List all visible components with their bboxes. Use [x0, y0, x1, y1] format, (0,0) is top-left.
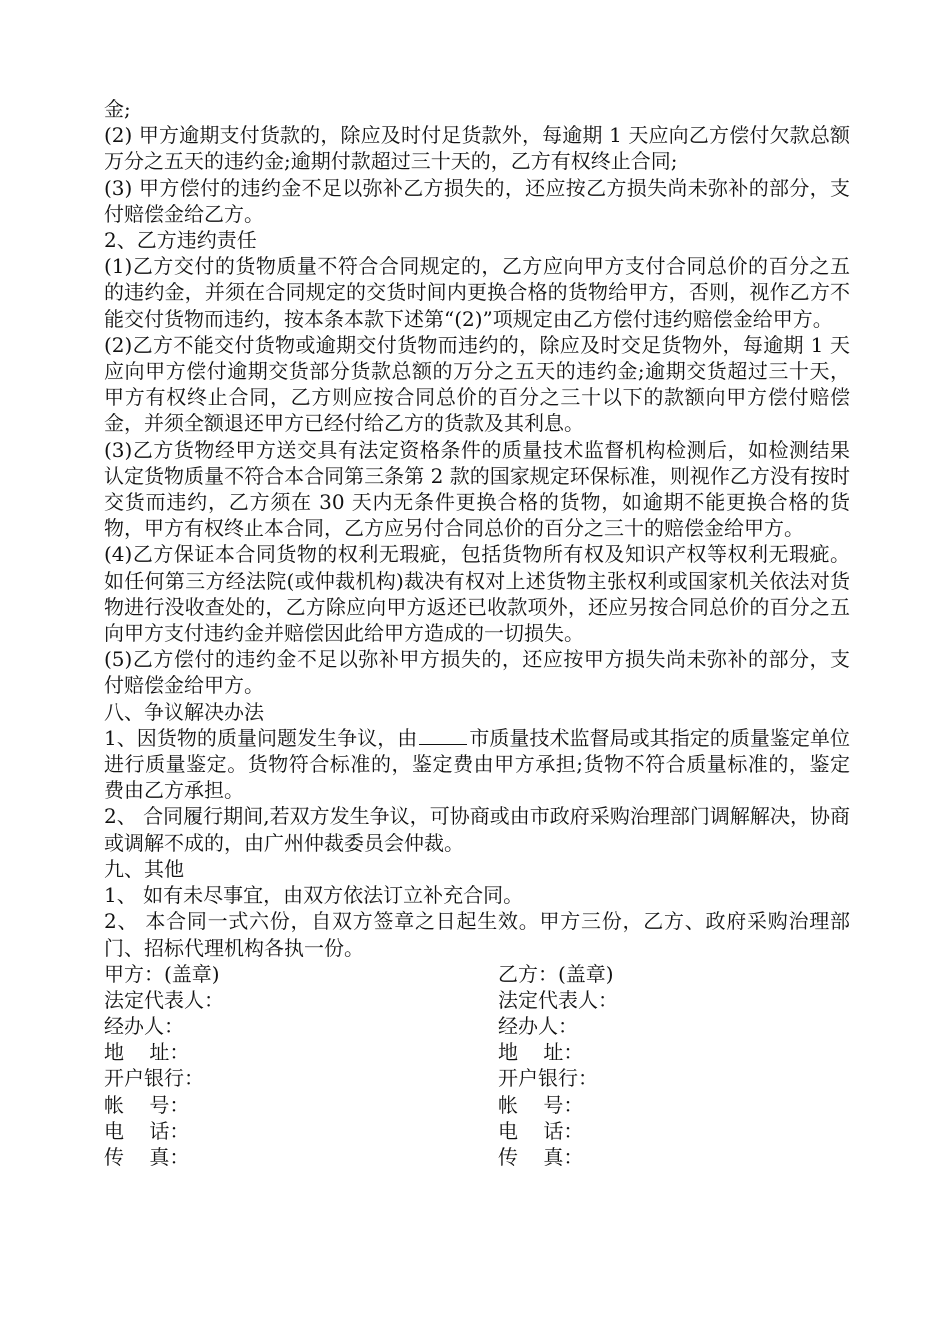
party-b-phone: 电 话：	[498, 1118, 584, 1143]
clause-seller-late-delivery: (2)乙方不能交付货物或逾期交付货物而违约的，除应及时交足货物外，每逾期 1 天应向甲方偿付逾期交货部分货款总额的万分之五天的违约金;逾期交货超过三十天，甲方有权终止合同，乙方则应按合同总价的百分之三十以下的款额向甲方偿付赔偿金，并须全额退还甲方已经付给乙方的货款及其利息。	[104, 332, 850, 436]
clause-other-supplement: 1、 如有未尽事宜，由双方依法订立补充合同。	[104, 883, 524, 908]
section-other: 九、其他	[104, 856, 184, 881]
signature-row-bank	[104, 1065, 850, 1091]
party-a-phone: 电 话：	[104, 1118, 190, 1143]
clause-buyer-compensation: (3) 甲方偿付的违约金不足以弥补乙方损失的，还应按乙方损失尚未弥补的部分，支付赔偿金给乙方。	[104, 175, 850, 226]
dispute-text-after: 市质量技术监督局或其指定的质量鉴定单位进行质量鉴定。货物符合标准的，鉴定费由甲方承担;货物不符合质量标准的，鉴定费由乙方承担。	[104, 725, 850, 803]
party-a-representative: 法定代表人：	[104, 987, 224, 1012]
signature-row-handler	[104, 1013, 850, 1039]
party-b-fax: 传 真：	[498, 1145, 584, 1170]
signature-block	[104, 961, 850, 1171]
clause-other-copies: 2、 本合同一式六份，自双方签章之日起生效。甲方三份，乙方、政府采购治理部门、招标代理机构各执一份。	[104, 909, 850, 960]
clause-dispute-arbitration: 2、 合同履行期间,若双方发生争议，可协商或由市政府采购治理部门调解解决，协商或调解不成的，由广州仲裁委员会仲裁。	[104, 804, 850, 855]
party-a-bank: 开户银行：	[104, 1066, 204, 1091]
signature-row-account	[104, 1092, 850, 1118]
clause-buyer-late-payment: (2) 甲方逾期支付货款的，除应及时付足货款外，每逾期 1 天应向乙方偿付欠款总额万分之五天的违约金;逾期付款超过三十天的，乙方有权终止合同;	[104, 123, 850, 174]
clause-seller-quality: (1)乙方交付的货物质量不符合合同规定的，乙方应向甲方支付合同总价的百分之五的违约金，并须在合同规定的交货时间内更换合格的货物给甲方，否则，视作乙方不能交付货物而违约，按本条本款下述第“(2)”项规定由乙方偿付违约赔偿金给甲方。	[104, 254, 850, 331]
party-b-address: 地 址：	[498, 1040, 584, 1065]
signature-row-representative	[104, 987, 850, 1013]
party-a-fax: 传 真：	[104, 1145, 190, 1170]
party-b-representative: 法定代表人：	[498, 987, 618, 1012]
signature-row-seal	[104, 961, 850, 987]
clause-seller-rights: (4)乙方保证本合同货物的权利无瑕疵，包括货物所有权及知识产权等权利无瑕疵。如任何第三方经法院(或仲裁机构)裁决有权对上述货物主张权利或国家机关依法对货物进行没收查处的，乙方除应向甲方返还已收款项外，还应另按合同总价的百分之五向甲方支付违约金并赔偿因此给甲方造成的一切损失。	[104, 542, 850, 646]
party-b-bank: 开户银行：	[498, 1066, 598, 1091]
clause-seller-inspection: (3)乙方货物经甲方送交具有法定资格条件的质量技术监督机构检测后，如检测结果认定货物质量不符合本合同第三条第 2 款的国家规定环保标准，则视作乙方没有按时交货而违约，乙方须在 30 天内无条件更换合格的货物，如逾期不能更换合格的货物，甲方有权终止本合同，乙方应另付合同总价的百分之三十的赔偿金给甲方。	[104, 437, 850, 541]
city-blank	[419, 726, 467, 745]
paragraph-continuation: 金;	[104, 97, 131, 121]
signature-row-phone	[104, 1118, 850, 1144]
section-seller-liability: 2、乙方违约责任	[104, 228, 257, 253]
clause-dispute-quality	[104, 725, 850, 804]
party-a-seal: 甲方：(盖章)	[104, 961, 220, 986]
clause-seller-compensation: (5)乙方偿付的违约金不足以弥补甲方损失的，还应按甲方损失尚未弥补的部分，支付赔偿金给甲方。	[104, 647, 850, 698]
contract-page	[104, 96, 850, 1170]
party-a-account: 帐 号：	[104, 1092, 190, 1117]
party-b-seal: 乙方：(盖章)	[498, 961, 614, 986]
section-dispute-resolution: 八、争议解决办法	[104, 699, 264, 724]
dispute-text-before: 1、因货物的质量问题发生争议，由	[104, 725, 418, 750]
signature-row-fax	[104, 1144, 850, 1170]
party-b-handler: 经办人：	[498, 1014, 578, 1039]
signature-row-address	[104, 1039, 850, 1065]
party-a-handler: 经办人：	[104, 1014, 184, 1039]
party-b-account: 帐 号：	[498, 1092, 584, 1117]
party-a-address: 地 址：	[104, 1040, 190, 1065]
